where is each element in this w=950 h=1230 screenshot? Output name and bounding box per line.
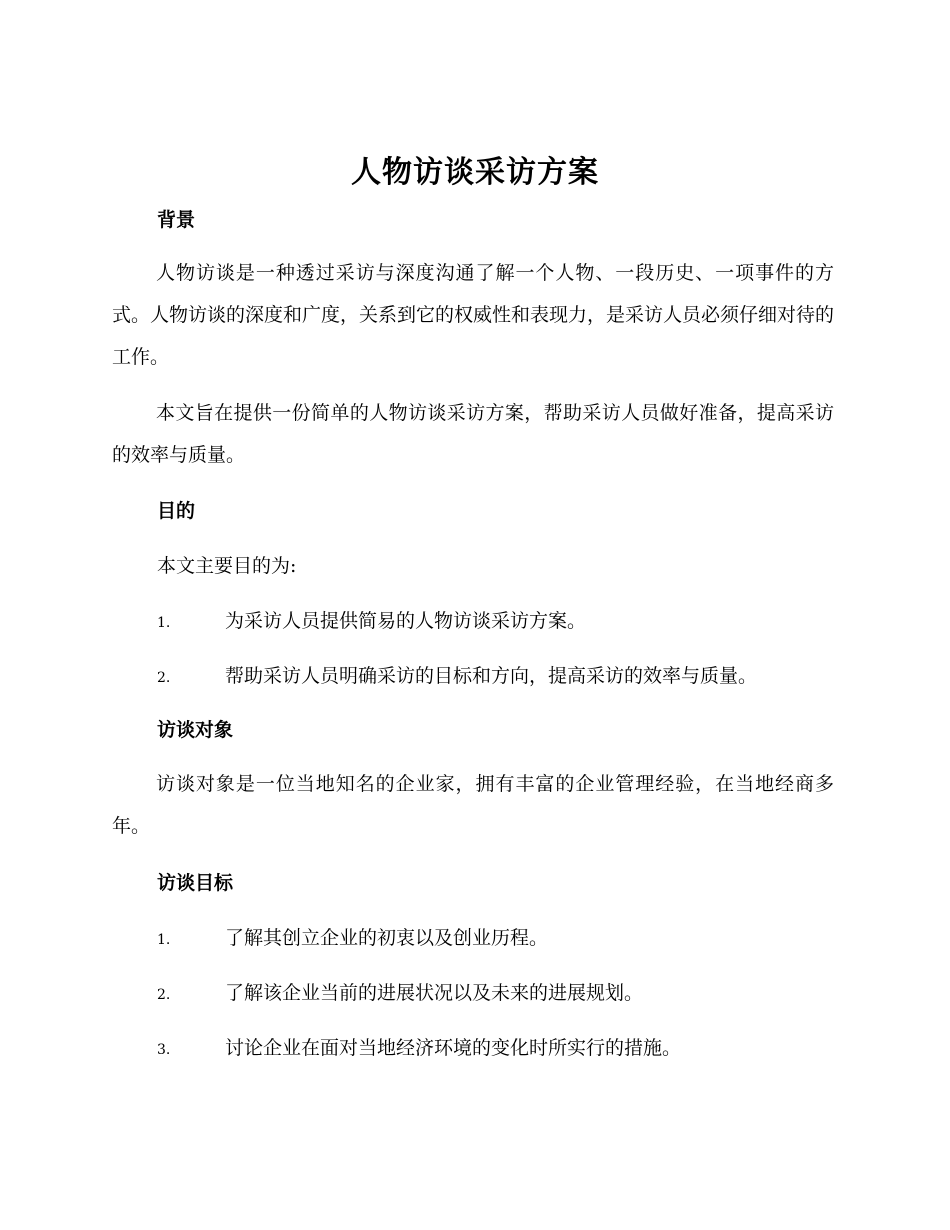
- list-text: 了解该企业当前的进展状况以及未来的进展规划。: [225, 982, 644, 1004]
- heading-purpose: 目的: [157, 500, 196, 522]
- background-paragraph-1: 人物访谈是一种透过采访与深度沟通了解一个人物、一段历史、一项事件的方式。人物访谈的深度和广度，关系到它的权威性和表现力，是采访人员必须仔细对待的工作。: [112, 262, 835, 368]
- list-text: 为采访人员提供简易的人物访谈采访方案。: [225, 610, 587, 632]
- heading-goals: 访谈目标: [157, 872, 234, 894]
- document-title: 人物访谈采访方案: [351, 155, 599, 190]
- list-number: 3.: [157, 1042, 171, 1058]
- heading-subject: 访谈对象: [157, 719, 234, 741]
- list-text: 帮助采访人员明确采访的目标和方向，提高采访的效率与质量。: [225, 665, 758, 687]
- list-text: 讨论企业在面对当地经济环境的变化时所实行的措施。: [225, 1037, 682, 1059]
- purpose-intro: 本文主要目的为:: [157, 555, 297, 577]
- list-number: 2.: [157, 670, 171, 686]
- heading-background: 背景: [157, 209, 196, 231]
- list-number: 1.: [157, 615, 171, 631]
- list-number: 1.: [157, 932, 171, 948]
- list-text: 了解其创立企业的初衷以及创业历程。: [225, 927, 549, 949]
- subject-paragraph: 访谈对象是一位当地知名的企业家，拥有丰富的企业管理经验，在当地经商多年。: [112, 773, 834, 837]
- list-number: 2.: [157, 987, 171, 1003]
- background-paragraph-2: 本文旨在提供一份简单的人物访谈采访方案，帮助采访人员做好准备，提高采访的效率与质量。: [112, 402, 834, 466]
